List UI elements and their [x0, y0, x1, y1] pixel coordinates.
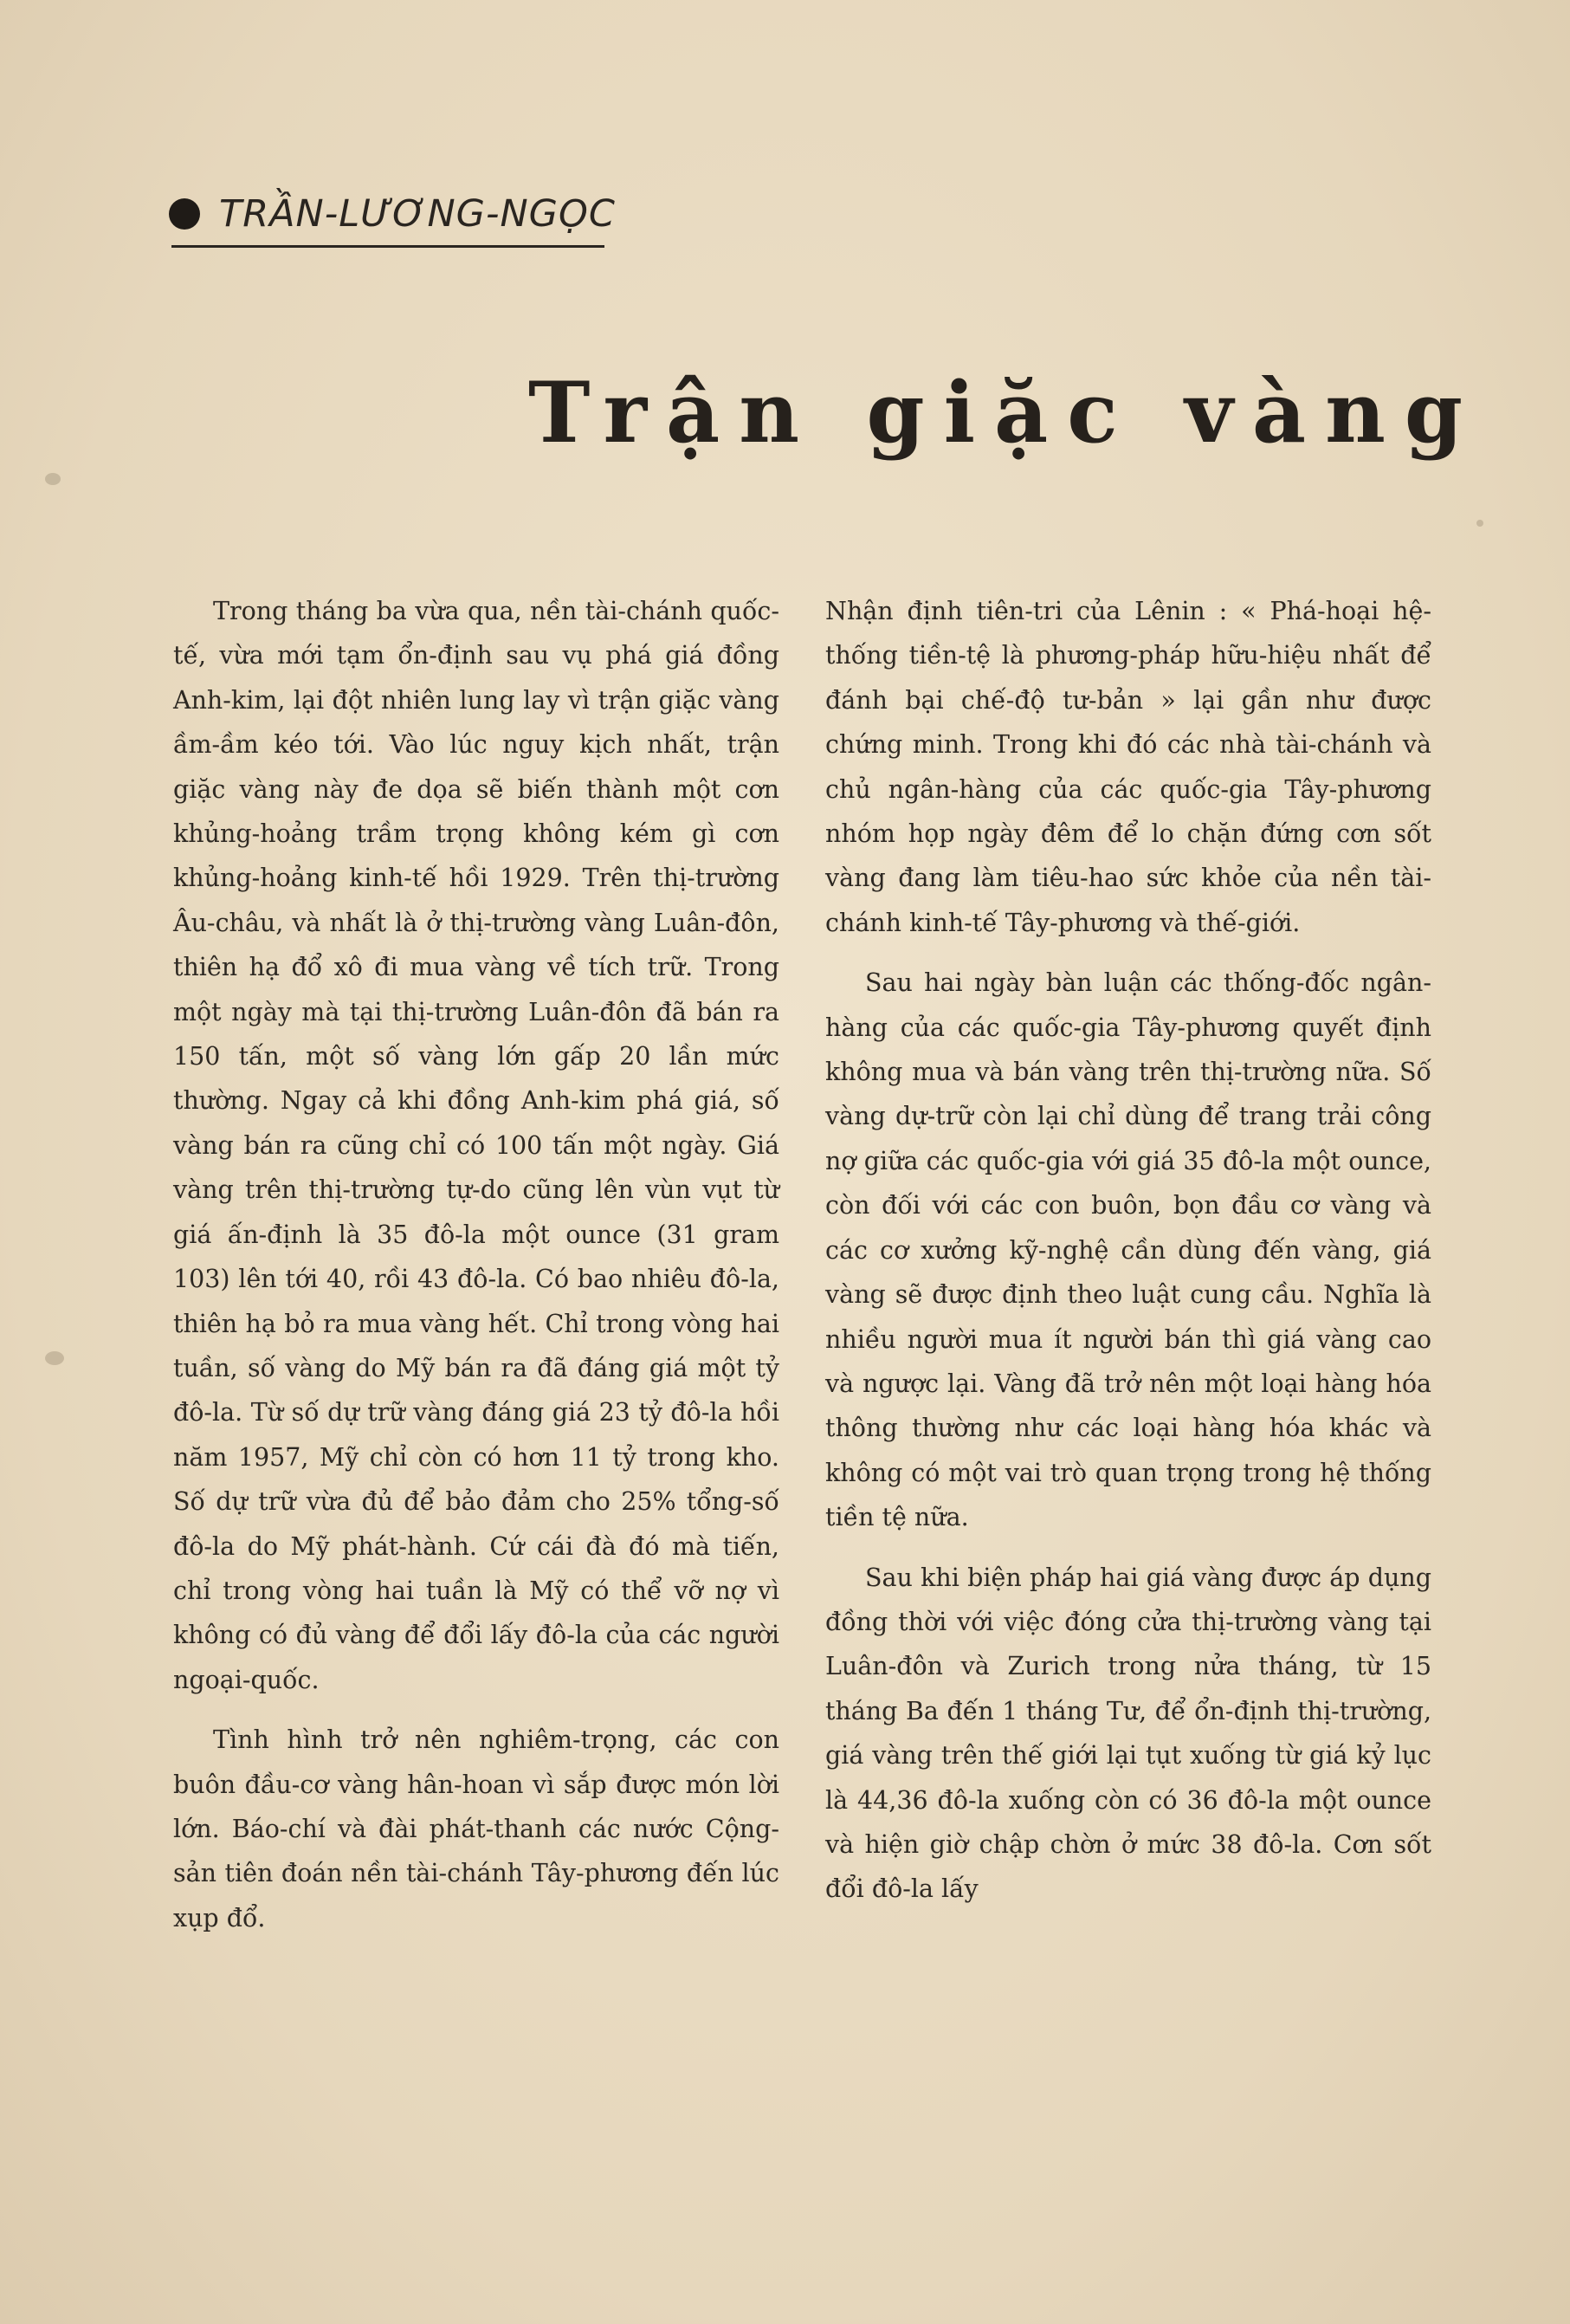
paragraph: Sau hai ngày bàn luận các thống-đốc ngân-hàng của các quốc-gia Tây-phương quyết định không mua và bán vàng trên thị-trường nữa. Số vàng dự-trữ còn lại chỉ dùng để trang trải công nợ giữa các quốc-gia với giá 35 đô-la một ounce, còn đối với các con buôn, bọn đầu cơ vàng và các cơ xưởng kỹ-nghệ cần dùng đến vàng, giá vàng sẽ được định theo luật cung cầu. Nghĩa là nhiều người mua ít người bán thì giá vàng cao và ngược lại. Vàng đã trở nên một loại hàng hóa thông thường như các loại hàng hóa khác và không có một vai trò quan trọng trong hệ thống tiền tệ nữa.: [825, 968, 1431, 1532]
byline: [169, 192, 616, 236]
paragraph: Sau khi biện pháp hai giá vàng được áp dụng đồng thời với việc đóng cửa thị-trường vàng tại Luân-đôn và Zurich trong nửa tháng, từ 15 tháng Ba đến 1 tháng Tư, để ổn-định thị-trường, giá vàng trên thế giới lại tụt xuống từ giá kỷ lục là 44,36 đô-la xuống còn có 36 đô-la một ounce và hiện giờ chập chờn ở mức 38 đô-la. Cơn sốt đổi đô-la lấy: [825, 1563, 1431, 1904]
article-title: Trận giặc vàng: [528, 364, 1483, 462]
paper-speck: [45, 1351, 64, 1365]
paragraph: Nhận định tiên-tri của Lênin : « Phá-hoại hệ-thống tiền-tệ là phương-pháp hữu-hiệu nhất để đánh bại chế-độ tư-bản » lại gần như được chứng minh. Trong khi đó các nhà tài-chánh và chủ ngân-hàng của các quốc-gia Tây-phương nhóm họp ngày đêm để lo chặn đứng cơn sốt vàng đang làm tiêu-hao sức khỏe của nền tài-chánh kinh-tế Tây-phương và thế-giới.: [825, 597, 1431, 937]
bullet-icon: [169, 198, 200, 230]
left-column: [173, 589, 779, 1956]
author-name: TRẦN-LƯƠNG-NGỌC: [219, 192, 616, 236]
paper-speck: [45, 473, 61, 485]
paragraph: Trong tháng ba vừa qua, nền tài-chánh quốc-tế, vừa mới tạm ổn-định sau vụ phá giá đồng Anh-kim, lại đột nhiên lung lay vì trận giặc vàng ầm-ầm kéo tới. Vào lúc nguy kịch nhất, trận giặc vàng này đe dọa sẽ biến thành một cơn khủng-hoảng trầm trọng không kém gì cơn khủng-hoảng kinh-tế hồi 1929. Trên thị-trường Âu-châu, và nhất là ở thị-trường vàng Luân-đôn, thiên hạ đổ xô đi mua vàng về tích trữ. Trong một ngày mà tại thị-trường Luân-đôn đã bán ra 150 tấn, một số vàng lớn gấp 20 lần mức thường. Ngay cả khi đồng Anh-kim phá giá, số vàng bán ra cũng chỉ có 100 tấn một ngày. Giá vàng trên thị-trường tự-do cũng lên vùn vụt từ giá ấn-định là 35 đô-la một ounce (31 gram 103) lên tới 40, rồi 43 đô-la. Có bao nhiêu đô-la, thiên hạ bỏ ra mua vàng hết. Chỉ trong vòng hai tuần, số vàng do Mỹ bán ra đã đáng giá một tỷ đô-la. Từ số dự trữ vàng đáng giá 23 tỷ đô-la hồi năm 1957, Mỹ chỉ còn có hơn 11 tỷ trong kho. Số dự trữ vừa đủ để bảo đảm cho 25% tổng-số đô-la do Mỹ phát-hành. Cứ cái đà đó mà tiến, chỉ trong vòng hai tuần là Mỹ có thể vỡ nợ vì không có đủ vàng để đổi lấy đô-la của các người ngoại-quốc.: [173, 597, 779, 1694]
right-column: [825, 589, 1431, 1927]
byline-rule: [171, 245, 604, 248]
paper-speck: [1476, 520, 1483, 527]
paragraph: Tình hình trở nên nghiêm-trọng, các con buôn đầu-cơ vàng hân-hoan vì sắp được món lời lớn. Báo-chí và đài phát-thanh các nước Cộng-sản tiên đoán nền tài-chánh Tây-phương đến lúc xụp đổ.: [173, 1725, 779, 1932]
